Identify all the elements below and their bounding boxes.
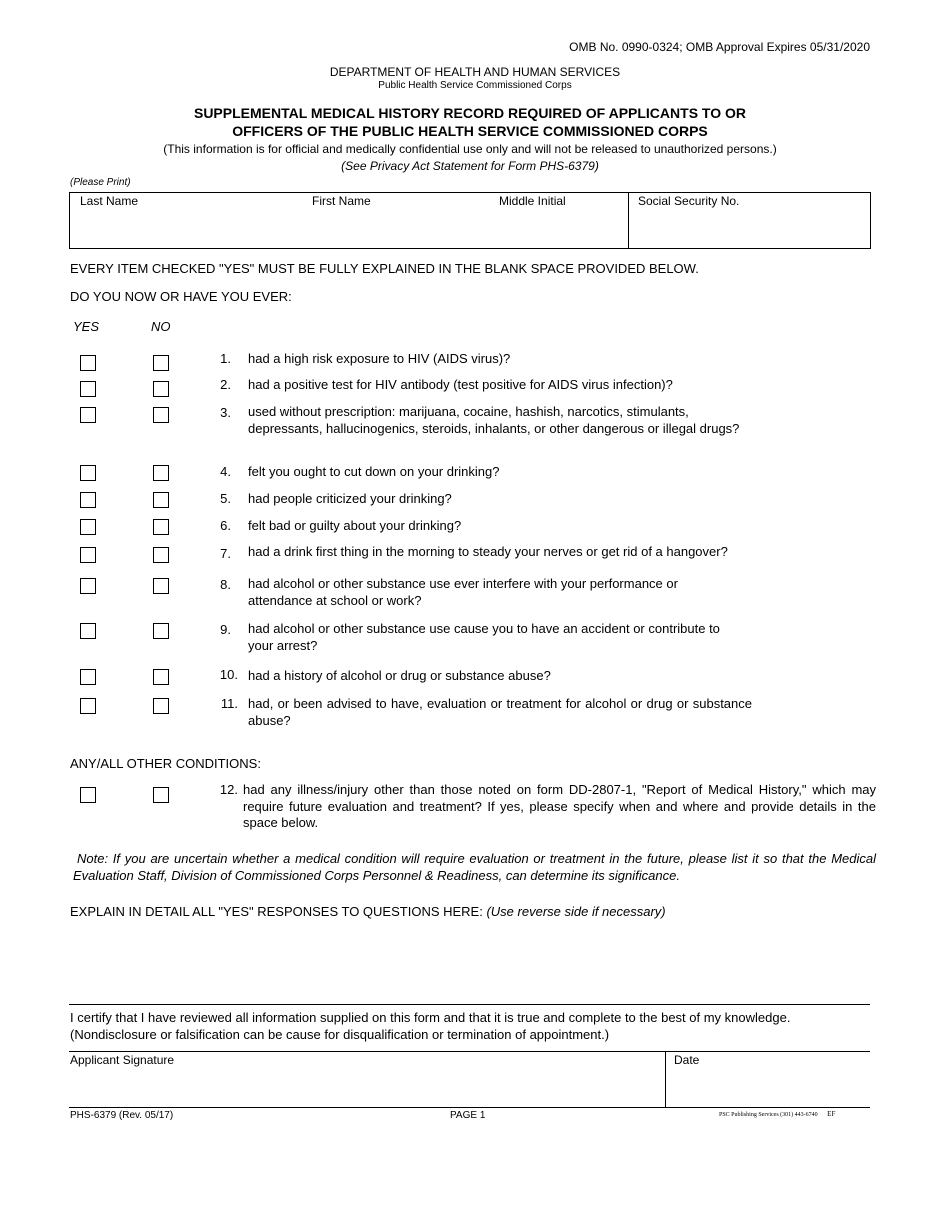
uncertainty-note: Note: If you are uncertain whether a medical condition will require evaluation or treatment in the future, please list it so that the Medical Evaluation Staff, Division of Commissioned Corps Personnel & Readiness, can determine its significance. [73,851,876,883]
q1-yes-checkbox[interactable] [80,355,96,371]
q12-number: 12. [219,782,238,797]
q11-no-checkbox[interactable] [153,698,169,714]
q4-yes-checkbox[interactable] [80,465,96,481]
yes-column-header: YES [73,319,100,334]
signature-top-rule [69,1051,870,1052]
omb-number: OMB No. 0990-0324; OMB Approval Expires 05/31/2020 [569,40,870,54]
certification-statement [70,1010,875,1043]
department-name: DEPARTMENT OF HEALTH AND HUMAN SERVICES [329,65,621,79]
explain-instruction: EVERY ITEM CHECKED "YES" MUST BE FULLY EXPLAINED IN THE BLANK SPACE PROVIDED BELOW. [70,261,699,276]
q7-number: 7. [220,546,231,561]
date-label: Date [674,1053,700,1067]
explain-heading-text: EXPLAIN IN DETAIL ALL "YES" RESPONSES TO QUESTIONS HERE: [70,904,483,919]
explain-reverse-note: (Use reverse side if necessary) [486,904,666,919]
form-title-line1: SUPPLEMENTAL MEDICAL HISTORY RECORD REQUIRED OF APPLICANTS TO OR [193,105,746,121]
q2-number: 2. [220,377,231,392]
q10-yes-checkbox[interactable] [80,669,96,685]
signature-date-divider [665,1051,666,1108]
certification-line1: I certify that I have reviewed all information supplied on this form and that it is true and complete to the best of my knowledge. [70,1010,791,1025]
q12-no-checkbox[interactable] [153,787,169,803]
q10-number: 10. [219,667,238,682]
q7-no-checkbox[interactable] [153,547,169,563]
publisher-credit [719,1110,835,1118]
q8-text: had alcohol or other substance use ever interfere with your performance or attendance at school or work? [248,576,678,608]
explanation-bottom-rule [69,1004,870,1005]
middle-initial-label: Middle Initial [499,194,566,208]
q3-text: used without prescription: marijuana, cocaine, hashish, narcotics, stimulants, depressants, hallucinogenics, steroids, inhalants, or other dangerous or illegal drugs? [248,404,740,436]
confidentiality-note: (This information is for official and medically confidential use only and will not be released to unauthorized persons.) [163,142,777,156]
q9-number: 9. [220,622,231,637]
q6-text: felt bad or guilty about your drinking? [248,518,462,533]
q6-yes-checkbox[interactable] [80,519,96,535]
ef-mark: EF [827,1110,836,1118]
q1-number: 1. [220,351,231,366]
other-conditions-heading: ANY/ALL OTHER CONDITIONS: [70,756,261,771]
certification-line2: (Nondisclosure or falsification can be cause for disqualification or termination of appointment.) [70,1026,610,1042]
corps-name: Public Health Service Commissioned Corps [378,80,572,91]
q2-no-checkbox[interactable] [153,381,169,397]
q1-text: had a high risk exposure to HIV (AIDS virus)? [248,351,511,366]
q5-text: had people criticized your drinking? [248,491,452,506]
q7-text: had a drink first thing in the morning to steady your nerves or get rid of a hangover? [248,544,728,559]
form-title-line2: OFFICERS OF THE PUBLIC HEALTH SERVICE COMMISSIONED CORPS [232,123,708,139]
applicant-signature-label: Applicant Signature [70,1053,175,1067]
q12-yes-checkbox[interactable] [80,787,96,803]
q8-no-checkbox[interactable] [153,578,169,594]
q11-yes-checkbox[interactable] [80,698,96,714]
q10-no-checkbox[interactable] [153,669,169,685]
q4-text: felt you ought to cut down on your drinking? [248,464,500,479]
q7-yes-checkbox[interactable] [80,547,96,563]
q9-no-checkbox[interactable] [153,623,169,639]
ssn-label: Social Security No. [638,194,740,208]
q4-number: 4. [220,464,231,479]
first-name-label: First Name [312,194,371,208]
q6-no-checkbox[interactable] [153,519,169,535]
q8-yes-checkbox[interactable] [80,578,96,594]
q4-no-checkbox[interactable] [153,465,169,481]
privacy-note: (See Privacy Act Statement for Form PHS-6379) [341,159,599,173]
q9-yes-checkbox[interactable] [80,623,96,639]
q11-number: 11. [220,696,238,711]
page-number: PAGE 1 [450,1110,486,1121]
form-title [0,104,940,140]
q5-no-checkbox[interactable] [153,492,169,508]
publisher-text: PSC Publishing Services (301) 443-6740 [719,1112,818,1118]
explanation-area[interactable] [69,925,870,1003]
applicant-signature-field[interactable] [69,1068,664,1106]
q5-number: 5. [220,491,231,506]
q3-yes-checkbox[interactable] [80,407,96,423]
name-box-divider [628,193,629,248]
q1-no-checkbox[interactable] [153,355,169,371]
form-number: PHS-6379 (Rev. 05/17) [70,1110,174,1121]
q10-text: had a history of alcohol or drug or substance abuse? [248,668,551,683]
last-name-label: Last Name [80,194,139,208]
q2-yes-checkbox[interactable] [80,381,96,397]
q9-text: had alcohol or other substance use cause you to have an accident or contribute to your arrest? [248,621,720,653]
q2-text: had a positive test for HIV antibody (test positive for AIDS virus infection)? [248,377,673,392]
date-field[interactable] [667,1068,869,1106]
q11-text: had, or been advised to have, evaluation or treatment for alcohol or drug or substance abuse? [248,696,752,728]
signature-bottom-rule [69,1107,870,1108]
q6-number: 6. [220,518,231,533]
no-column-header: NO [151,319,171,334]
q12-text: had any illness/injury other than those noted on form DD-2807-1, "Report of Medical History," which may require future evaluation and treatment? If yes, please specify when and where and provide details in the space below. [243,782,876,830]
do-you-now-heading: DO YOU NOW OR HAVE YOU EVER: [70,289,292,304]
q8-number: 8. [220,577,231,592]
please-print-label: (Please Print) [70,177,131,188]
q3-number: 3. [220,405,231,420]
q5-yes-checkbox[interactable] [80,492,96,508]
explain-heading [70,904,666,919]
q3-no-checkbox[interactable] [153,407,169,423]
name-box[interactable] [69,192,871,249]
